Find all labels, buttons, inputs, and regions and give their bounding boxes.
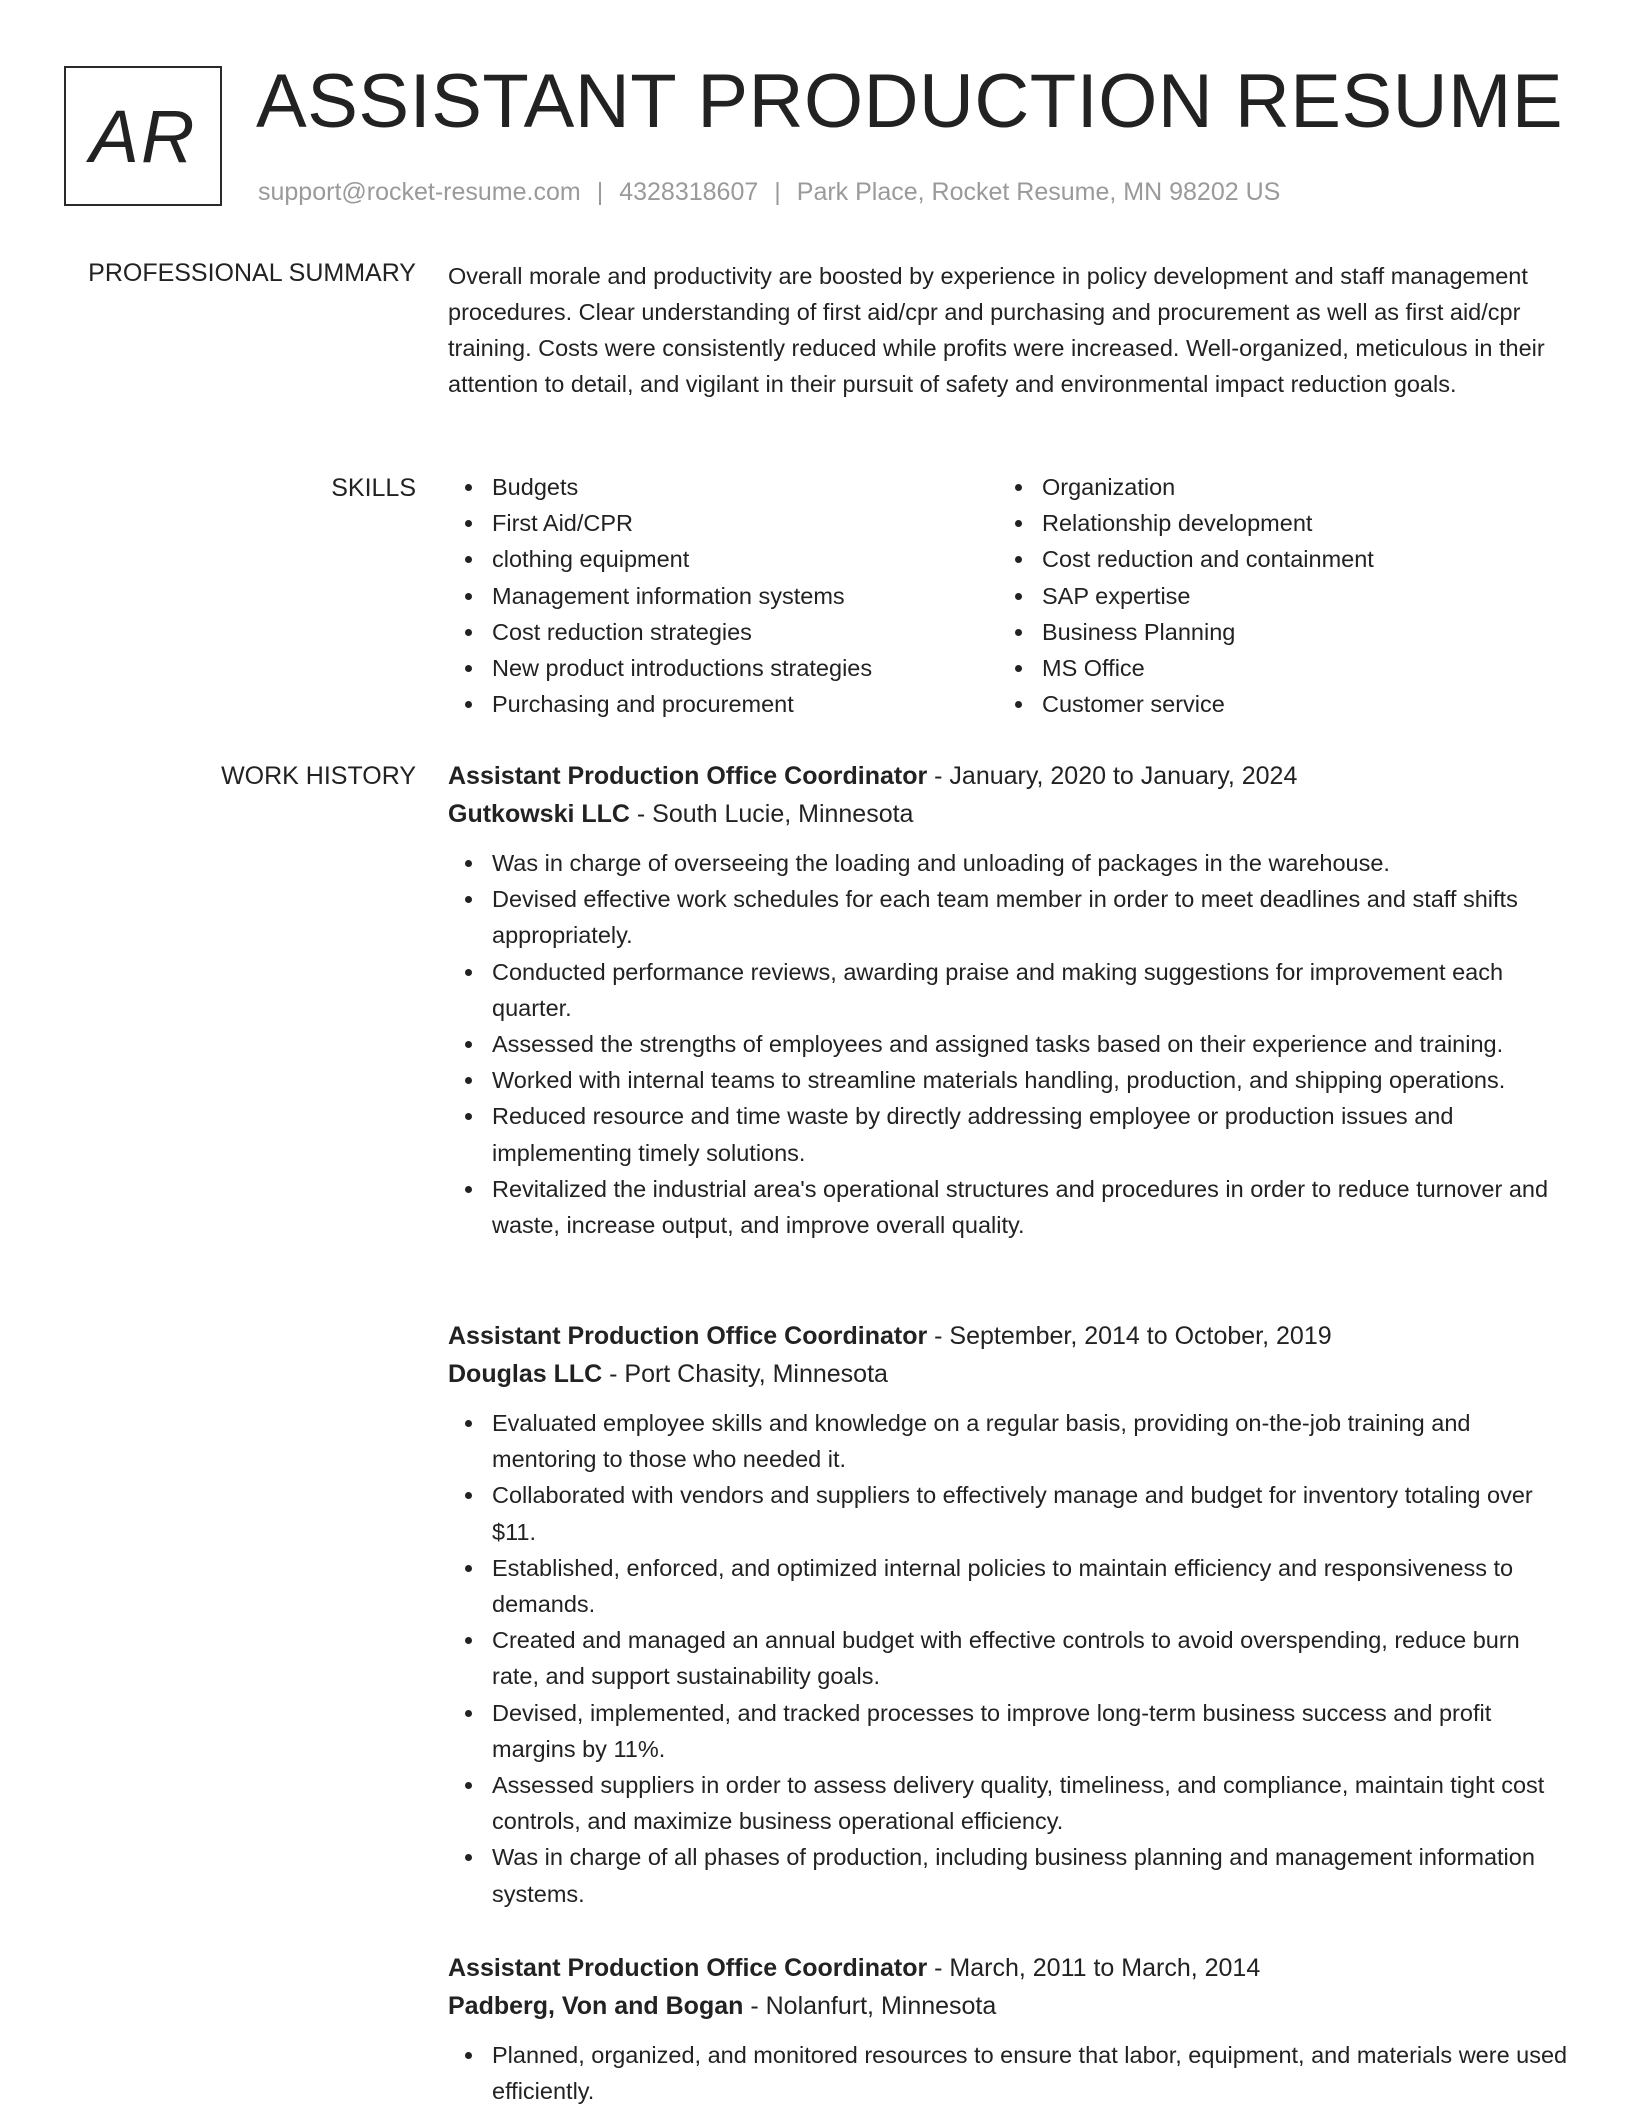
contact-line	[258, 176, 1280, 208]
job-duties-list	[448, 2037, 1570, 2109]
job-company-line	[448, 1355, 1570, 1393]
work-history-heading: WORK HISTORY	[221, 762, 416, 790]
skill-item: clothing equipment	[448, 541, 998, 577]
skill-item: Relationship development	[998, 505, 1374, 541]
duty-item: Established, enforced, and optimized internal policies to maintain efficiency and responsiveness to demands.	[448, 1550, 1570, 1622]
contact-phone[interactable]: 4328318607	[619, 178, 759, 206]
job-dates: - January, 2020 to January, 2024	[927, 762, 1298, 790]
duty-item: Conducted performance reviews, awarding praise and making suggestions for improvement each quarter.	[448, 954, 1570, 1026]
job-location: - Port Chasity, Minnesota	[602, 1360, 888, 1388]
skill-item: MS Office	[998, 650, 1374, 686]
job-dates: - March, 2011 to March, 2014	[927, 1954, 1261, 1982]
job-location: - Nolanfurt, Minnesota	[743, 1992, 997, 2020]
job-company-line	[448, 1987, 1570, 2025]
job-company-line	[448, 795, 1570, 833]
job-company: Padberg, Von and Bogan	[448, 1992, 744, 2020]
skill-item: Cost reduction and containment	[998, 541, 1374, 577]
job-title-line	[448, 757, 1570, 795]
job-location: - South Lucie, Minnesota	[629, 800, 914, 828]
skill-item: Purchasing and procurement	[448, 686, 998, 722]
duty-item: Was in charge of all phases of production, including business planning and management information systems.	[448, 1839, 1570, 1911]
duty-item: Reduced resource and time waste by directly addressing employee or production issues and implementing timely solutions.	[448, 1098, 1570, 1170]
contact-separator: |	[774, 178, 781, 206]
duty-item: Worked with internal teams to streamline materials handling, production, and shipping operations.	[448, 1062, 1570, 1098]
job-company: Douglas LLC	[448, 1360, 603, 1388]
job-entry	[448, 757, 1570, 1243]
job-duties-list	[448, 1405, 1570, 1912]
skills-list-right	[998, 469, 1374, 722]
skill-item: SAP expertise	[998, 578, 1374, 614]
skill-item: Business Planning	[998, 614, 1374, 650]
duty-item: Assessed suppliers in order to assess delivery quality, timeliness, and compliance, maintain tight cost controls, and maximize business operational efficiency.	[448, 1767, 1570, 1839]
job-title-line	[448, 1949, 1570, 1987]
skill-item: Budgets	[448, 469, 998, 505]
resume-title: ASSISTANT PRODUCTION RESUME	[256, 59, 1564, 144]
skill-item: Organization	[998, 469, 1374, 505]
duty-item: Planned, organized, and monitored resources to ensure that labor, equipment, and materials were used efficiently.	[448, 2037, 1570, 2109]
job-title: Assistant Production Office Coordinator	[448, 1322, 928, 1350]
duty-item: Collaborated with vendors and suppliers to effectively manage and budget for inventory totaling over $11.	[448, 1477, 1570, 1549]
duty-item: Devised, implemented, and tracked processes to improve long-term business success and profit margins by 11%.	[448, 1695, 1570, 1767]
duty-item: Assessed the strengths of employees and assigned tasks based on their experience and training.	[448, 1026, 1570, 1062]
contact-separator: |	[596, 178, 604, 206]
job-entry	[448, 1317, 1570, 1912]
monogram-initials: AR	[89, 94, 197, 178]
job-title: Assistant Production Office Coordinator	[448, 1954, 928, 1982]
monogram-box	[64, 66, 222, 206]
duty-item: Created and managed an annual budget with effective controls to avoid overspending, reduce burn rate, and support sustainability goals.	[448, 1622, 1570, 1694]
summary-text: Overall morale and productivity are boosted by experience in policy development and staff management procedures. Clear understanding of first aid/cpr and purchasing and procurement as well as first aid/cpr training. Costs were consistently reduced while profits were increased. Well-organized, meticulous in their attention to detail, and vigilant in their pursuit of safety and environmental impact reduction goals.	[448, 263, 1545, 397]
skill-item: New product introductions strategies	[448, 650, 998, 686]
skills-columns	[448, 469, 1570, 722]
contact-email[interactable]: support@rocket-resume.com	[258, 178, 581, 206]
job-duties-list	[448, 845, 1570, 1243]
duty-item: Revitalized the industrial area's operational structures and procedures in order to reduce turnover and waste, increase output, and improve overall quality.	[448, 1171, 1570, 1243]
skill-item: Customer service	[998, 686, 1374, 722]
job-title: Assistant Production Office Coordinator	[448, 762, 928, 790]
skills-list-left	[448, 469, 998, 722]
summary-heading: PROFESSIONAL SUMMARY	[88, 259, 416, 287]
contact-address: Park Place, Rocket Resume, MN 98202 US	[796, 178, 1281, 206]
duty-item: Was in charge of overseeing the loading and unloading of packages in the warehouse.	[448, 845, 1570, 881]
duty-item: Devised effective work schedules for each team member in order to meet deadlines and staff shifts appropriately.	[448, 881, 1570, 953]
skill-item: Management information systems	[448, 578, 998, 614]
job-entry	[448, 1949, 1570, 2109]
job-dates: - September, 2014 to October, 2019	[927, 1322, 1332, 1350]
job-title-line	[448, 1317, 1570, 1355]
skills-heading: SKILLS	[331, 474, 416, 502]
job-company: Gutkowski LLC	[448, 800, 630, 828]
skill-item: First Aid/CPR	[448, 505, 998, 541]
duty-item: Evaluated employee skills and knowledge on a regular basis, providing on-the-job training and mentoring to those who needed it.	[448, 1405, 1570, 1477]
skill-item: Cost reduction strategies	[448, 614, 998, 650]
